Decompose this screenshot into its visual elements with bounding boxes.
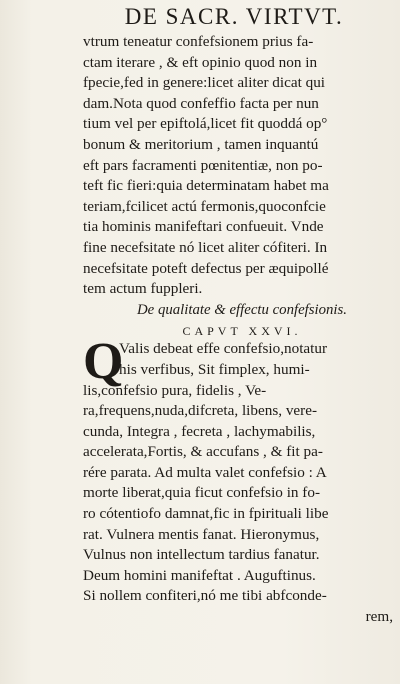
page-text bbox=[83, 32, 400, 627]
text-line: bonum & meritorium , tamen inquantú bbox=[83, 135, 319, 153]
text-line: fpecie,fed in genere:licet aliter dicat qui bbox=[83, 74, 326, 92]
chapter-heading: CAPVT XXVI. bbox=[182, 324, 302, 339]
text-line: teriam,fcilicet actú fermonis,quoconfcie bbox=[83, 197, 326, 215]
text-line: Valis debeat effe confefsio,notatur bbox=[119, 340, 328, 358]
text-line: eft pars facramenti pœnitentiæ, non po- bbox=[83, 156, 323, 174]
text-line: lis,confefsio pura, fidelis , Ve- bbox=[83, 381, 267, 399]
text-line: teft fic fieri:quia determinatam habet ma bbox=[83, 177, 329, 195]
text-line: accelerata,Fortis, & accufans , & fit pa- bbox=[83, 443, 323, 461]
text-line: rére parata. Ad multa valet confefsio : A bbox=[83, 463, 327, 481]
text-line: Vulnus non intellectum tardius fanatur. bbox=[83, 546, 320, 564]
catchword: rem, bbox=[365, 608, 393, 626]
text-line: ctam iterare , & eft opinio quod non in bbox=[83, 53, 318, 71]
text-line: Si nollem confiteri,nó me tibi abfconde- bbox=[83, 587, 327, 605]
text-line: necefsitate poteft defectus per æquipollé bbox=[83, 259, 329, 277]
drop-capital: Q bbox=[83, 333, 124, 391]
text-line: morte liberat,quia ficut confefsio in fo- bbox=[83, 484, 321, 502]
text-line: cunda, Integra , fecreta , lachymabilis, bbox=[83, 422, 316, 440]
section-subheading: De qualitate & effectu confefsionis. bbox=[137, 301, 347, 318]
text-line: dam.Nota quod confeffio facta per nun bbox=[83, 94, 319, 112]
text-line: tium vel per epiftolá,licet fit quoddá op° bbox=[83, 115, 328, 133]
running-title: DE SACR. VIRTVT. bbox=[124, 4, 344, 29]
text-line: tem actum fuppleri. bbox=[83, 280, 203, 298]
text-line: vtrum teneatur confefsionem prius fa- bbox=[83, 33, 314, 50]
text-line: ro cótentiofo damnat,fic in fpirituali libe bbox=[83, 505, 329, 523]
text-line: rat. Vulnera mentis fanat. Hieronymus, bbox=[83, 525, 320, 543]
text-line: tia hominis manifeftari confueuit. Vnde bbox=[83, 218, 324, 236]
text-line: ra,frequens,nuda,difcreta, libens, vere- bbox=[83, 402, 318, 420]
text-line: fine necefsitate nó licet aliter cófiteri. In bbox=[83, 238, 328, 256]
text-line: his verfibus, Sit fimplex, humi- bbox=[119, 360, 310, 378]
text-line: Deum homini manifeftat . Auguftinus. bbox=[83, 566, 316, 584]
